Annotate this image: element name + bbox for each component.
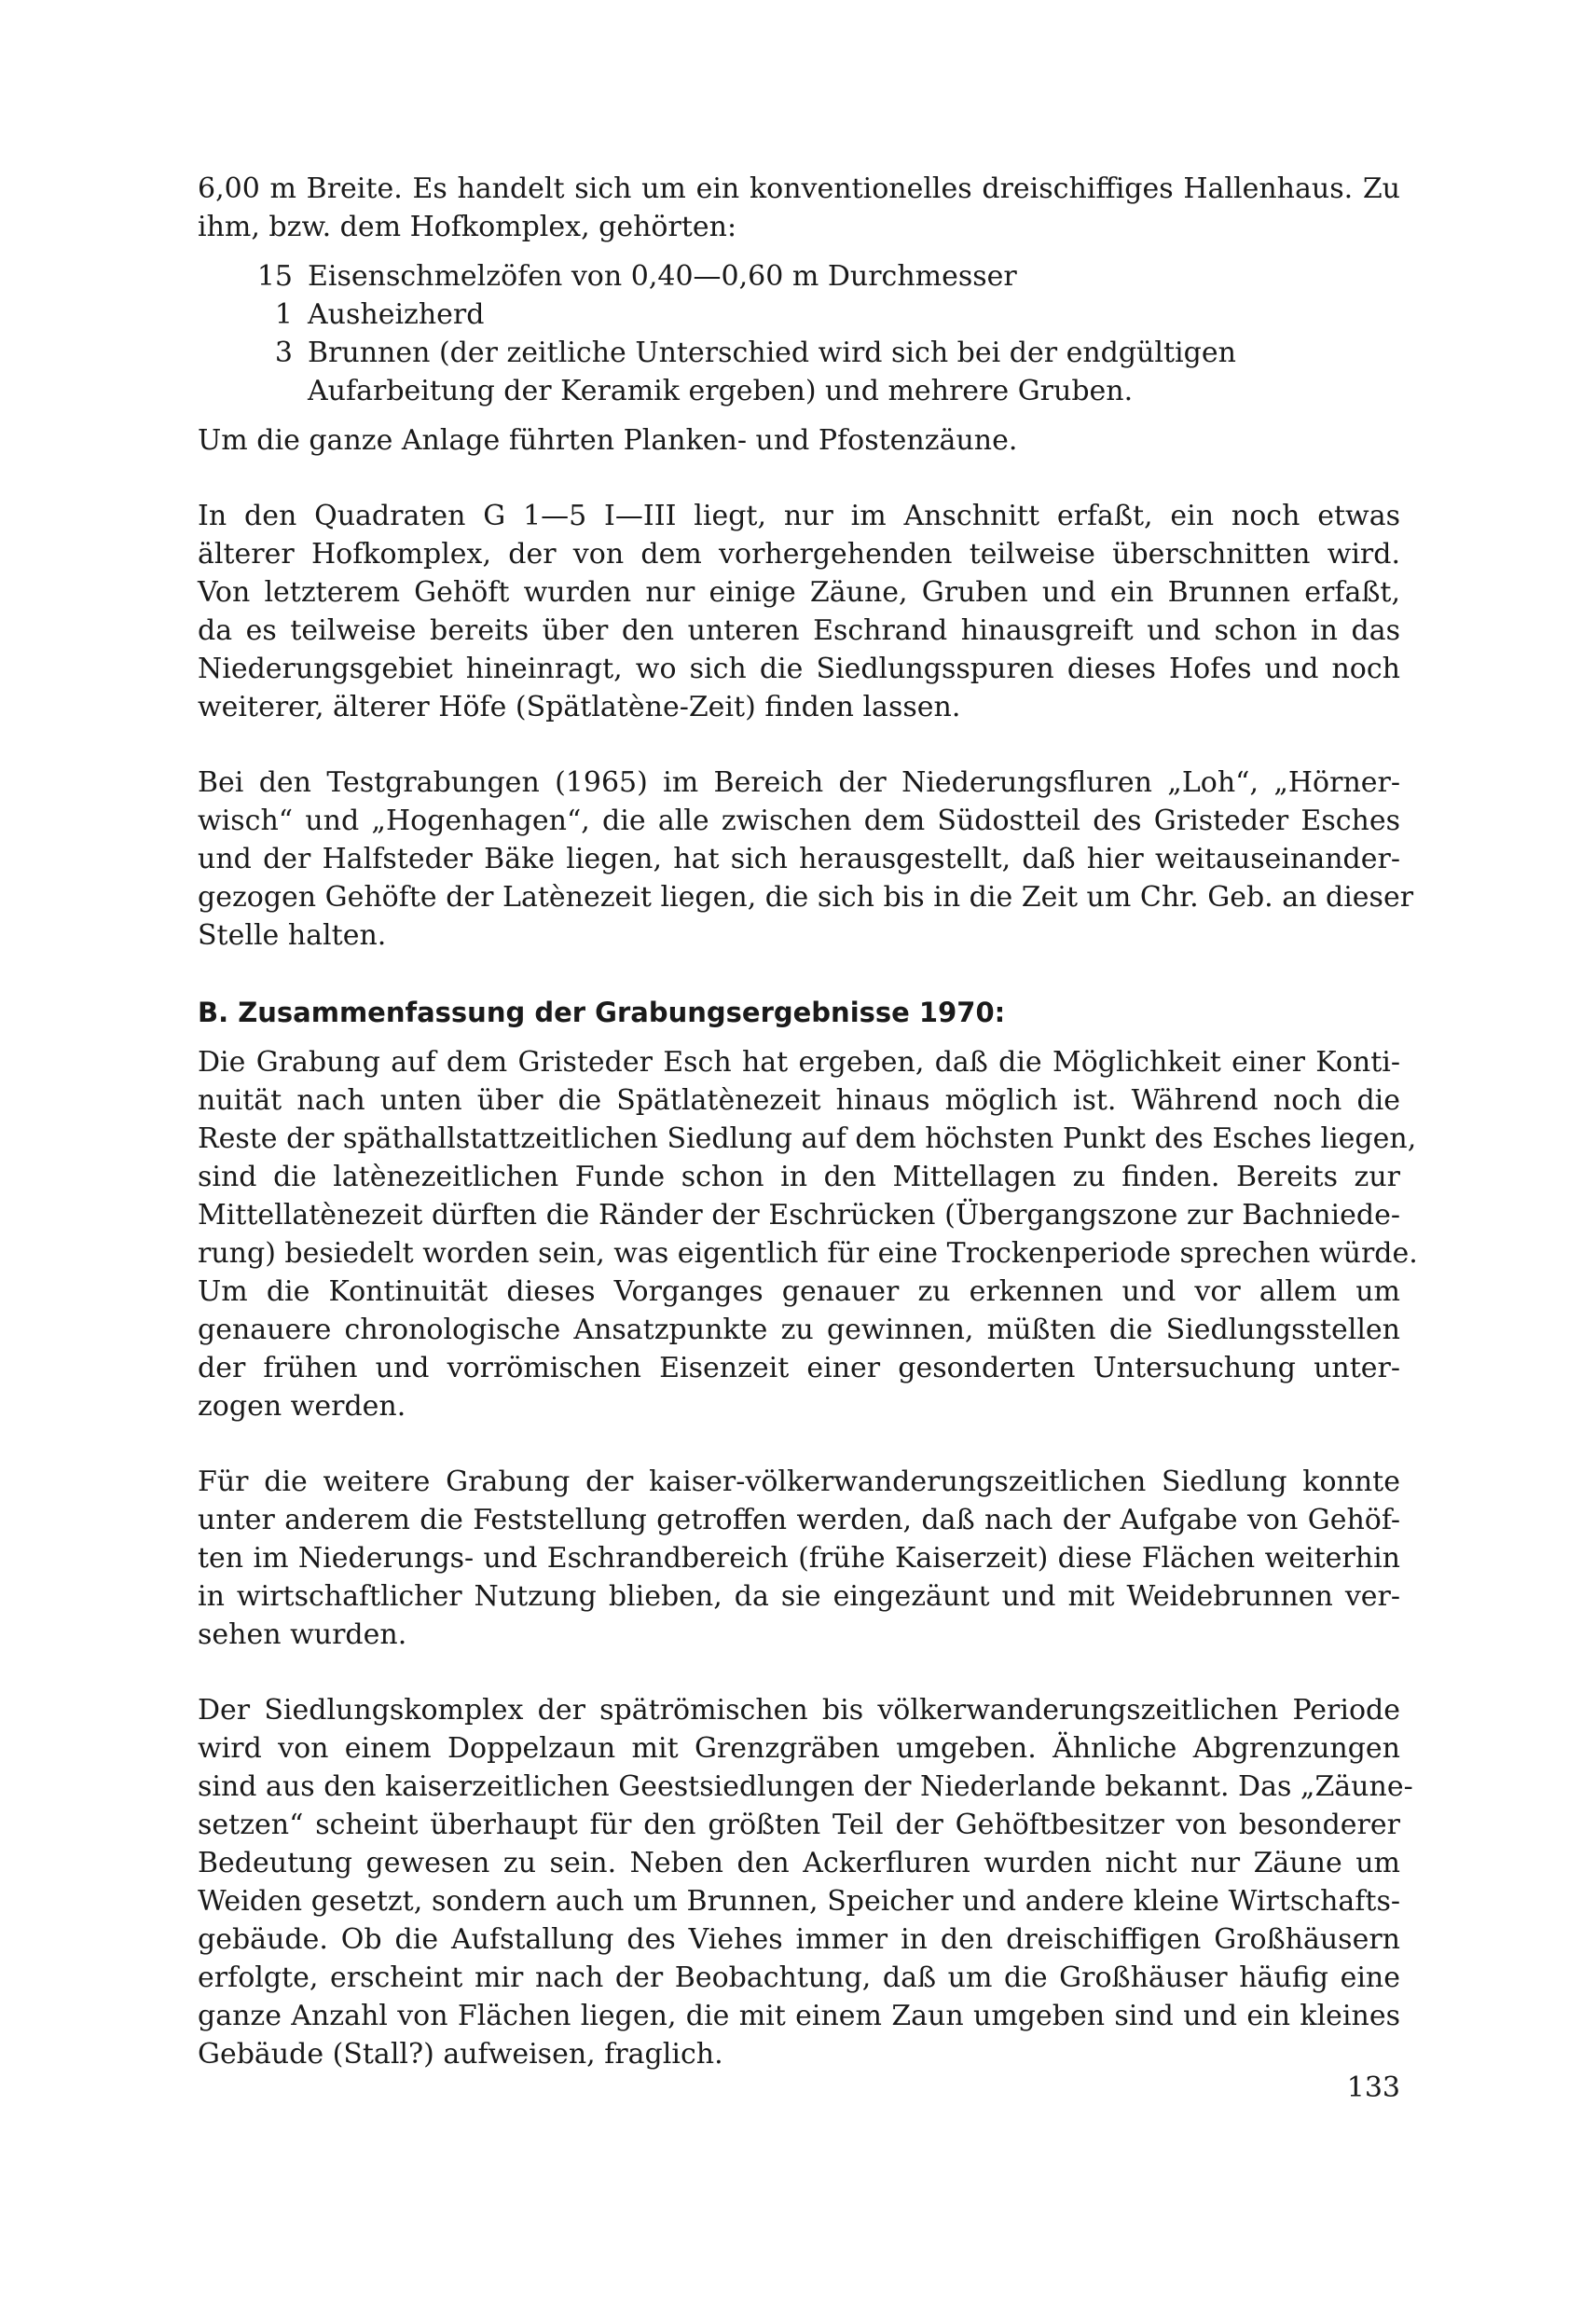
text-line: Mittellatènezeit dürften die Ränder der Eschrücken (Übergangszone zur Bachniede-	[198, 1199, 1400, 1232]
text-line: Gebäude (Stall?) aufweisen, fraglich.	[198, 2038, 723, 2071]
text-line: genauere chronologische Ansatzpunkte zu gewinnen, müßten die Siedlungsstellen	[198, 1314, 1400, 1346]
text-line: gezogen Gehöfte der Latènezeit liegen, die sich bis in die Zeit um Chr. Geb. an dieser	[198, 881, 1414, 914]
text-line: Stelle halten.	[198, 919, 387, 952]
text-line: Um die Kontinuität dieses Vorganges genauer zu erkennen und vor allem um	[198, 1275, 1400, 1308]
text-line: wird von einem Doppelzaun mit Grenzgräben umgeben. Ähnliche Abgrenzungen	[198, 1732, 1400, 1765]
text-line: älterer Hofkomplex, der von dem vorhergehenden teilweise überschnitten wird.	[198, 538, 1400, 571]
paragraph-summary	[198, 1043, 1418, 1425]
text-line: sehen wurden.	[198, 1618, 407, 1651]
text-line: ten im Niederungs- und Eschrandbereich (frühe Kaiserzeit) diese Flächen weiterhin	[198, 1542, 1400, 1575]
text-line: Für die weitere Grabung der kaiser-völkerwanderungszeitlichen Siedlung konnte	[198, 1466, 1400, 1498]
text-line: der frühen und vorrömischen Eisenzeit einer gesonderten Untersuchung unter-	[198, 1352, 1400, 1384]
list-item-count: 1	[274, 298, 293, 331]
list-item-text: Eisenschmelzöfen von 0,40—0,60 m Durchmesser	[308, 260, 1017, 293]
text-line: Bei den Testgrabungen (1965) im Bereich der Niederungsfluren „Loh“, „Hörner-	[198, 766, 1400, 799]
list-item-text: Aufarbeitung der Keramik ergeben) und mehrere Gruben.	[308, 375, 1134, 407]
text-line: ihm, bzw. dem Hofkomplex, gehörten:	[198, 211, 737, 243]
list-item-text: Ausheizherd	[308, 298, 485, 331]
text-line: in wirtschaftlicher Nutzung blieben, da sie eingezäunt und mit Weidebrunnen ver-	[198, 1580, 1400, 1613]
paragraph-older-complex	[198, 497, 1400, 726]
list-item	[198, 296, 1400, 334]
list-item	[198, 334, 1400, 410]
paragraph-settlement-complex	[198, 1691, 1413, 2073]
text-line: Die Grabung auf dem Gristeder Esch hat ergeben, daß die Möglichkeit einer Konti-	[198, 1046, 1400, 1079]
paragraph-further-excavation	[198, 1463, 1400, 1654]
text-line: 6,00 m Breite. Es handelt sich um ein konventionelles dreischiffiges Hallenhaus. Zu	[198, 172, 1400, 205]
paragraph-test-excavations	[198, 764, 1414, 955]
text-line: wisch“ und „Hogenhagen“, die alle zwischen dem Südostteil des Gristeder Esches	[198, 805, 1400, 837]
text-line: Niederungsgebiet hineinragt, wo sich die Siedlungsspuren dieses Hofes und noch	[198, 653, 1400, 685]
findings-list	[198, 257, 1400, 410]
text-line: Bedeutung gewesen zu sein. Neben den Ackerfluren wurden nicht nur Zäune um	[198, 1847, 1400, 1879]
text-line: Von letzterem Gehöft wurden nur einige Zäune, Gruben und ein Brunnen erfaßt,	[198, 576, 1400, 609]
text-line: da es teilweise bereits über den unteren Eschrand hinausgreift und schon in das	[198, 614, 1400, 647]
text-line: Um die ganze Anlage führten Planken- und Pfostenzäune.	[198, 424, 1018, 457]
list-item	[198, 257, 1400, 296]
text-line: Weiden gesetzt, sondern auch um Brunnen, Speicher und andere kleine Wirtschafts-	[198, 1885, 1400, 1918]
page-body	[198, 170, 1418, 2073]
list-item-count: 15	[256, 260, 293, 293]
section-heading: B. Zusammenfassung der Grabungsergebnisse 1970:	[198, 997, 1006, 1028]
text-line: nuität nach unten über die Spätlatènezeit hinaus möglich ist. Während noch die	[198, 1084, 1400, 1117]
text-line: und der Halfsteder Bäke liegen, hat sich herausgestellt, daß hier weitauseinander-	[198, 843, 1400, 875]
text-line: zogen werden.	[198, 1390, 406, 1423]
list-item-text: Brunnen (der zeitliche Unterschied wird sich bei der endgültigen	[308, 337, 1236, 369]
text-line: Reste der späthallstattzeitlichen Siedlung auf dem höchsten Punkt des Esches liegen,	[198, 1122, 1417, 1155]
list-item-count: 3	[274, 337, 293, 369]
text-line: unter anderem die Feststellung getroffen werden, daß nach der Aufgabe von Gehöf-	[198, 1504, 1400, 1536]
text-line: ganze Anzahl von Flächen liegen, die mit einem Zaun umgeben sind und ein kleines	[198, 2000, 1400, 2032]
page-number: 133	[1346, 2071, 1400, 2104]
text-line: weiterer, älterer Höfe (Spätlatène-Zeit) finden lassen.	[198, 691, 961, 723]
text-line: Der Siedlungskomplex der spätrömischen bis völkerwanderungszeitlichen Periode	[198, 1694, 1400, 1727]
text-line: In den Quadraten G 1—5 I—III liegt, nur im Anschnitt erfaßt, ein noch etwas	[198, 500, 1400, 532]
text-line: rung) besiedelt worden sein, was eigentlich für eine Trockenperiode sprechen würde.	[198, 1237, 1418, 1270]
text-line: sind die latènezeitlichen Funde schon in den Mittellagen zu finden. Bereits zur	[198, 1161, 1400, 1193]
paragraph-intro	[198, 170, 1400, 246]
text-line: gebäude. Ob die Aufstallung des Viehes immer in den dreischiffigen Großhäusern	[198, 1923, 1400, 1956]
text-line: sind aus den kaiserzeitlichen Geestsiedlungen der Niederlande bekannt. Das „Zäune-	[198, 1770, 1413, 1803]
paragraph-fences	[198, 421, 1400, 460]
text-line: setzen“ scheint überhaupt für den größten Teil der Gehöftbesitzer von besonderer	[198, 1809, 1400, 1841]
text-line: erfolgte, erscheint mir nach der Beobachtung, daß um die Großhäuser häufig eine	[198, 1961, 1400, 1994]
